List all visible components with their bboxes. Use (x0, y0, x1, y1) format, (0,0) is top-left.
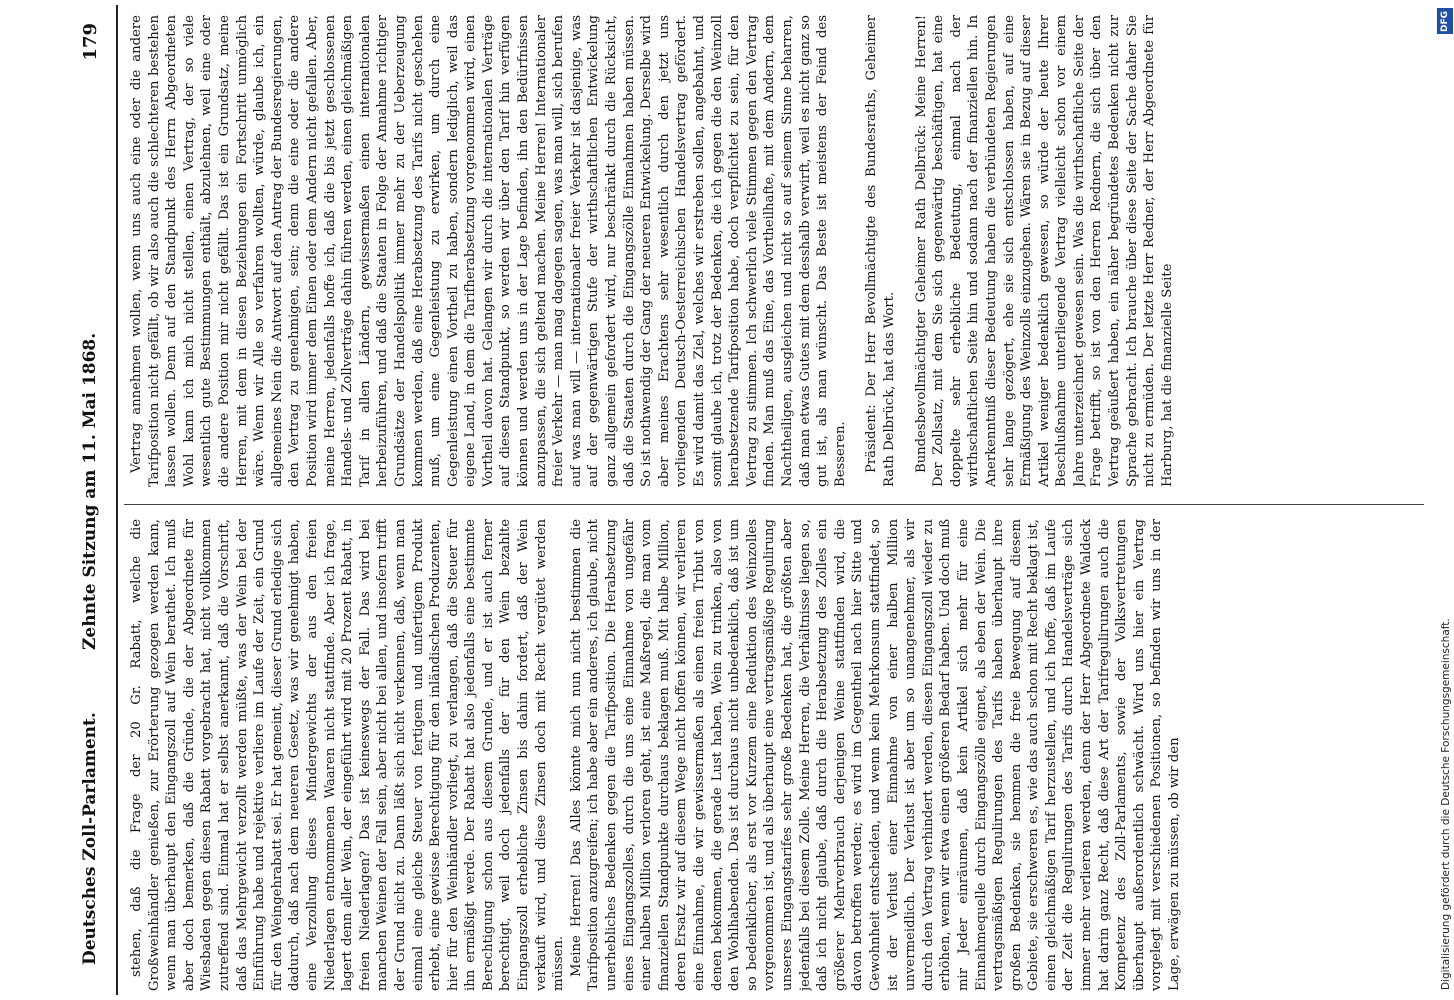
spacer (849, 15, 863, 487)
paragraph: Vertrag annehmen wollen, wenn uns auch eine oder die andere Tarifposition nicht gefällt, ob wir also auch die schlechteren bestehen lassen wollen. Denn auf den Standpunkt des Herrn Abgeordneten Wohl kann ich mich nicht stellen, einen Vertrag, der so viele wesentlich gute Bestimmungen enthält, abzulehnen, weil eine oder die andere Position mir nicht gefällt. Das ist ein Grundsatz, meine Herren, mit dem in diesen Beziehungen ein Fortschritt unmöglich wäre. Wenn wir Alle so verfahren wollten, würde, glaube ich, ein allgemeines Nein die Antwort auf den Antrag der Bundesregierungen, den Vertrag zu genehmigen, sein; denn die eine oder die andere Position wird immer dem Einen oder dem Andern nicht gefallen. Aber, meine Herren, jedenfalls hoffe ich, daß die bis jetzt geschlossenen Handels- und Zollverträge dahin führen werden, einen gleichmäßigen Tarif in allen Ländern, gewissermaßen einen internationalen herbeizuführen, und daß die Staaten in Folge der Annahme richtiger Grundsätze der Handelspolitik immer mehr zu der Ueberzeugung kommen werden, daß eine Herabsetzung des Tarifs nicht geschehen muß, um eine Gegenleistung zu erwirken, um durch eine Gegenleistung einen Vortheil zu haben, sondern lediglich, weil das eigene Land, in dem die Tarifherabsetzung vorgenommen wird, einen Vortheil davon hat. Gelangen wir durch die internationalen Verträge auf diesen Standpunkt, so werden wir über den Tarif hin verfügen können und werden uns in der Lage befinden, ihn den Bedürfnissen anzupassen, die sich geltend machen. Meine Herren! Internationaler freier Verkehr — man mag dagegen sagen, was man will, sich berufen auf was man will — internationaler freier Verkehr ist dasjenige, was auf der gegenwärtigen Stufe der wirthschaftlichen Entwickelung ganz allgemein gefordert wird, nur beschränkt durch die Rücksicht, daß die Staaten durch die Eingangszölle Einnahmen haben müssen. So ist nothwendig der Gang der neueren Entwickelung. Derselbe wird aber meines Erachtens sehr wesentlich durch den jetzt uns vorliegenden Deutsch-Oesterreichischen Handelsvertrag gefördert. Es wird damit das Ziel, welches wir erstreben sollen, angebahnt, und somit glaube ich, trotz der Bedenken, die ich gegen die den Weinzoll herabsetzende Tarifposition habe, doch verpflichtet zu sein, für den Vertrag zu stimmen. Ich schwerlich viele Stimmen gegen den Vertrag finden. Man muß das Eine, das Vortheilhafte, mit dem Andern, dem Nachtheiligen, ausgleichen und nicht so auf seinem Sinne beharren, daß man etwas Gutes mit dem desshalb verwirft, weil es nicht ganz so gut ist, als man wünscht. Das Beste ist meistens der Feind des Besseren. (129, 15, 848, 487)
delbrueck-paragraph: Bundesbevollmächtigter Geheimer Rath Delbrück: Meine Herren! Der Zollsatz, mit dem Sie sich gegenwärtig beschäftigen, hat eine doppelte sehr erhebliche Bedeutung, einmal nach der wirthschaftlichen Seite hin und sodann nach der finanziellen hin. In Anerkenntniß dieser Bedeutung haben die verbündeten Regierungen sehr lange gezögert, ehe sie sich entschlossen haben, auf eine Ermäßigung des Weinzolls einzugehen. Wären sie in Bezug auf dieser Artikel weniger bedenklich gewesen, so würde der heute Ihrer Beschlußnahme unterliegende Vertrag vielleicht schon vor einem Jahre unterzeichnet gewesen sein. Was die wirthschaftliche Seite der Frage betrifft, so ist von den Herren Rednern, die sich über den Vertrag geäußert haben, ein näher begründetes Bedenken nicht zur Sprache gebracht. Ich brauche über diese Seite der Sache daher Sie nicht zu ermüden. Der letzte Herr Redner, der Herr Abgeordnete für Harburg, hat die finanzielle Seite (913, 15, 1175, 487)
page-header (72, 5, 120, 995)
page-number: 179 (80, 23, 101, 61)
rotated-page-content (72, 5, 1442, 995)
spacer (899, 15, 913, 487)
text-column-left (128, 519, 1428, 991)
dfg-logo: DFG (1437, 8, 1453, 34)
column-divider (124, 504, 1424, 505)
paragraph: stehen, daß die Frage der 20 Gr. Rabatt, welche die Großweinhändler genießen, zur Erörterung gezogen werden kann, wenn man überhaupt den Eingangszoll auf Wein berathet. Ich muß aber doch bemerken, daß die Gründe, die der Abgeordnete für Wiesbaden gegen diesen Rabatt vorgebracht hat, nicht vollkommen zutreffend sind. Einmal hat er selbst anerkannt, daß die Vorschrift, daß das Mehrgewicht verzollt werden müßte, was der Wein bei der Einführung habe und rejektive verliere im Laufe der Zeit, ein Grund für den Weingehrabatt sei. Er hat gemeint, dieser Grund erledige sich dadurch, daß nach dem neueren Gesetz, was wir genehmigt haben, eine Verzollung dieses Mindergewichts der aus den freien Niederlagen entnommenen Waaren nicht stattfinde. Aber ich frage, lagert denn aller Wein, der eingeführt wird mit 20 Prozent Rabatt, in freien Niederlagen? Das ist keineswegs der Fall. Das wird bei manchen Weinen der Fall sein, aber nicht bei allen, und insofern trifft der Grund nicht zu. Dann läßt sich nicht verkennen, daß, wenn man einmal eine gleiche Steuer von fertigem und unfertigem Produkt erhebt, eine gewisse Berechtigung für den inländischen Produzenten, hier für den Weinhändler vorliegt, zu verlangen, daß die Steuer für ihn ermäßigt werde. Der Rabatt hat also jedenfalls eine bestimmte Berechtigung schon aus diesem Grunde, und er ist auch ferner berechtigt, weil doch jedenfalls der für den Wein bezahlte Eingangszoll erhebliche Zinsen bis dahin fordert, daß der Wein verkauft wird, und diese Zinsen doch mit Recht vergütet werden müssen. (129, 519, 567, 991)
president-paragraph: Präsident: Der Herr Bevollmächtigte des Bundesraths, Geheimer Rath Delbrück, hat das Wort. (864, 15, 897, 487)
header-publication: Deutsches Zoll-Parlament. (80, 712, 100, 965)
digitization-watermark: Digitalisierung gefördert durch die Deutsche Forschungsgemeinschaft. (1440, 618, 1452, 990)
paragraph: Meine Herren! Das Alles könnte mich nun nicht bestimmen die Tarifposition anzugreifen; ich habe aber ein anderes, ich glaube, nicht unerhebliches Bedenken gegen die Tarifposition. Die Herabsetzung eines Eingangszolles, durch die uns eine Einnahme von ungefähr einer halben Million verloren geht, ist eine Maßregel, die man vom finanziellen Standpunkte durchaus beklagen muß. Mit halbe Million, deren Ersatz wir auf diesem Wege nicht hoffen können, wir verlieren eine Einnahme, die wir gewissermaßen als einen freien Tribut von denen bekommen, die gerade Lust haben, Wein zu trinken, also von den Wohlhabenden. Das ist durchaus nicht unbedenklich, daß ist um so bedenklicher, als erst vor Kurzem eine Reduktion des Weinzolles vorgenommen ist, und als überhaupt eine vertragsmäßige Regulirung unseres Eingangstarifes sehr große Bedenken hat, die größten aber jedenfalls bei diesem Zolle. Meine Herren, die Verhältnisse liegen so, daß ich nicht glaube, daß durch die Herabsetzung des Zolles ein größerer Mehrverbrauch derjenigen Weine stattfinden wird, die davon betroffen werden; es wird im Gegentheil nach hier Sitte und Gewohnheit entscheiden, und wenn kein Mehrkonsum stattfindet, so ist der Verlust einer Einnahme von einer halben Million unvermeidlich. Der Verlust ist aber um so unangenehmer, als wir durch den Vertrag verhindert werden, diesen Eingangszoll wieder zu erhöhen, wenn wir etwa einen größeren Bedarf haben. Und doch muß mir Jeder einräumen, daß kein Artikel sich mehr für eine Einnahmequelle durch Eingangszölle eignet, als eben der Wein. Die vertragsmäßigen Regulirungen des Tarifs haben überhaupt ihre großen Bedenken, sie hemmen die freie Bewegung auf diesem Gebiete, sie erschweren es, wie das auch schon mit Recht beklagt ist, einen gleichmäßigen Tarif herzustellen, und ich hoffe, daß im Laufe der Zeit die Regulirungen des Tarifs durch Handelsverträge sich immer mehr verlieren werden, denn der Herr Abgeordnete Waldeck hat darin ganz Recht, daß diese Art der Tarifregulirungen auch die Kompetenz des Zoll-Parlaments, sowie der Volksvertretungen überhaupt außerordentlich schwächt. Wird uns hier ein Vertrag vorgelegt mit verschiedenen Positionen, so befinden wir uns in der Lage, erwägen zu müssen, ob wir den (568, 519, 1183, 991)
header-rule (116, 5, 118, 995)
text-column-right (128, 15, 1428, 487)
header-session: Zehnte Sitzung am 11. Mai 1868. (80, 332, 100, 650)
